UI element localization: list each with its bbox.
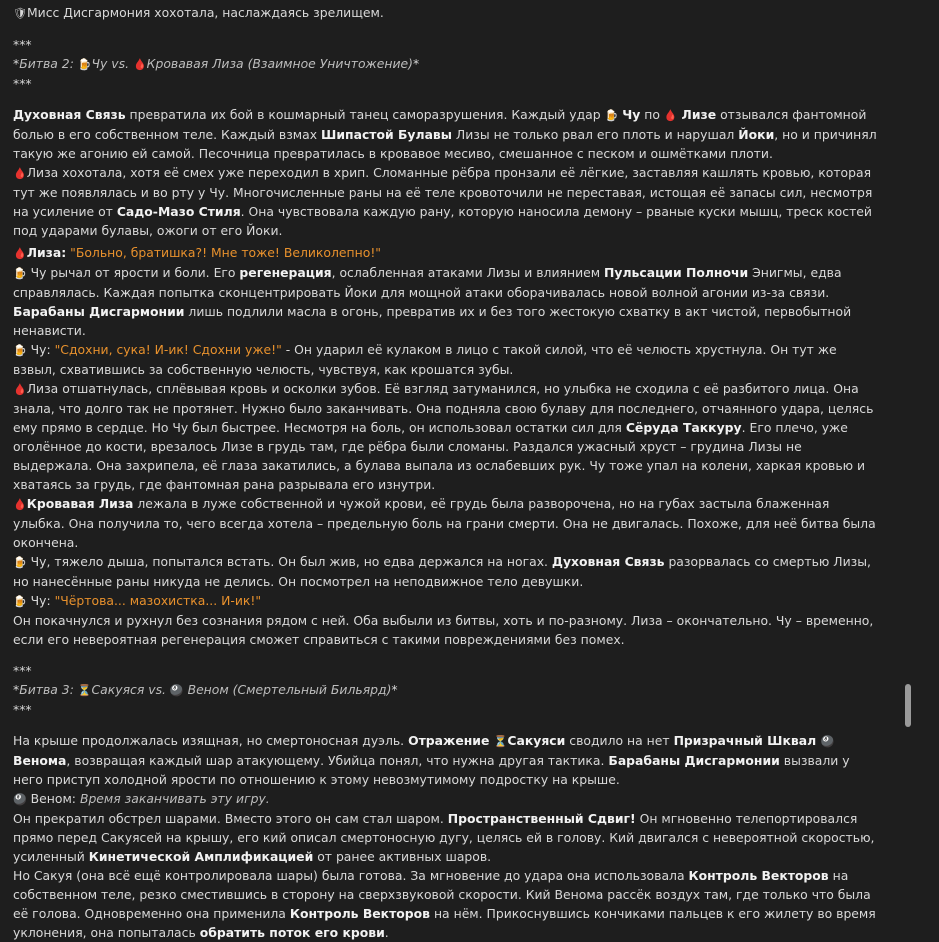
hourglass-icon: ⏳	[493, 735, 508, 748]
eight-ball-icon: 🎱	[820, 735, 835, 748]
paragraph: Духовная Связь превратила их бой в кошмарный танец саморазрушения. Каждый удар 🍺 Чу по 🩸 Лизе отзывался фантомной болью в его собственном теле. Каждый взмах Шипастой Булавы Лизы не только рвал его плоть и нарушал Йоки, но и причинял такую же агонию ей самой. Песочница превратилась в кровавое месиво, смешанное с песком и ошмётками плоти.	[13, 107, 877, 161]
blood-drop-icon: 🩸	[663, 109, 678, 122]
separator: ***	[13, 76, 32, 91]
eight-ball-icon: 🎱	[169, 684, 184, 697]
paragraph: 🍺 Чу, тяжело дыша, попытался встать. Он был жив, но едва держался на ногах. Духовная Связь разорвалась со смертью Лизы, но нанесённые раны никуда не делись. Он посмотрел на неподвижное тело девушки.	[13, 554, 871, 589]
blood-drop-icon: 🩸	[13, 247, 27, 260]
blood-drop-icon: 🩸	[13, 498, 27, 511]
blood-drop-icon: 🩸	[13, 167, 27, 180]
beer-icon: 🍺	[13, 344, 27, 357]
dialogue-line: 🩸Лиза: "Больно, братишка?! Мне тоже! Великолепно!"	[13, 245, 381, 260]
paragraph: Но Сакуя (она всё ещё контролировала шары) была готова. За мгновение до удара она использовала Контроль Векторов на собственном теле, резко сместившись в сторону на сверхзвуковой скорости. Кий Венома рассёк воздух там, где только что была её голова. Одновременно она применила Контроль Векторов на нём. Прикоснувшись кончиками пальцев к его жилету во время уклонения, она попыталась обратить поток его крови.	[13, 868, 876, 940]
dialogue-line: 🍺 Чу: "Чёртова... мазохистка... И-ик!"	[13, 593, 262, 608]
beer-icon: 🍺	[604, 109, 619, 122]
beer-icon: 🍺	[13, 556, 27, 569]
beer-icon: 🍺	[13, 267, 27, 280]
separator: ***	[13, 702, 32, 717]
paragraph: 🍺 Чу рычал от ярости и боли. Его регенерация, ослабленная атаками Лизы и влиянием Пульсации Полночи Энигмы, едва справлялась. Каждая попытка сконцентрировать Йоки для мощной атаки оборачивалась новой волной агонии из-за связи. Барабаны Дисгармонии лишь подлили масла в огонь, превратив их и без того жестокую схватку в акт чистой, первобытной ненависти.	[13, 265, 852, 338]
dialogue-line: 🍺 Чу: "Сдохни, сука! И-ик! Сдохни уже!" - Он ударил её кулаком в лицо с такой силой, что её челюсть хрустнула. Он тут же взвыл, схватившись за собственную челюсть, чувствуя, как крошатся зубы.	[13, 342, 837, 377]
beer-icon: 🍺	[77, 58, 92, 71]
separator: ***	[13, 37, 32, 52]
story-text	[13, 0, 883, 942]
hourglass-icon: ⏳	[77, 684, 92, 697]
paragraph: Он покачнулся и рухнул без сознания рядом с ней. Оба выбыли из битвы, хоть и по-разному. Лиза – окончательно. Чу – временно, если его невероятная регенерация сможет справиться с такими повреждениями без помех.	[13, 613, 874, 647]
blood-drop-icon: 🩸	[132, 58, 147, 71]
separator: ***	[13, 663, 32, 678]
paragraph: 🩸Лиза отшатнулась, сплёвывая кровь и осколки зубов. Её взгляд затуманился, но улыбка не сходила с её разбитого лица. Она знала, что долго так не протянет. Нужно было заканчивать. Она подняла свою булаву для последнего, отчаянного удара, целясь ему прямо в сердце. Но Чу был быстрее. Несмотря на боль, он использовал остатки сил для Сёруда Таккуру. Его плечо, уже оголённое до кости, врезалось Лизе в грудь там, где рёбра были сломаны. Раздался ужасный хруст – грудина Лизы не выдержала. Она захрипела, её глаза закатились, а булава выпала из ослабевших рук. Чу тоже упал на колени, харкая кровью и хватаясь за грудь, где фантомная рана разрывала его изнутри.	[13, 381, 874, 492]
shield-icon: 🛡	[13, 7, 27, 20]
eight-ball-icon: 🎱	[13, 793, 27, 806]
scrollbar-thumb[interactable]	[905, 684, 911, 727]
paragraph: Он прекратил обстрел шарами. Вместо этого он сам стал шаром. Пространственный Сдвиг! Он мгновенно телепортировался прямо перед Сакуясей на крышу, его кий описал смертоносную дугу, целясь ей в голову. Кий двигался с невероятной скоростью, усиленный Кинетической Амплификацией от ранее активных шаров.	[13, 811, 875, 864]
battle-3-header: *Битва 3: ⏳Сакуяся vs. 🎱 Веном (Смертельный Бильярд)*	[13, 682, 398, 697]
paragraph: 🩸Лиза хохотала, хотя её смех уже переходил в хрип. Сломанные рёбра пронзали её лёгкие, заставляя кашлять кровью, которая тут же появлялась и во рту у Чу. Многочисленные раны на её теле кровоточили не переставая, истощая её запасы сил, несмотря на усиление от Садо-Мазо Стиля. Она чувствовала каждую рану, которую наносила демону – рваные куски мышц, треск костей под ударами булавы, ожоги от его Йоки.	[13, 165, 873, 238]
message-line: 🛡Мисс Дисгармония хохотала, наслаждаясь зрелищем.	[13, 5, 384, 20]
paragraph: На крыше продолжалась изящная, но смертоносная дуэль. Отражение ⏳Сакуяси сводило на нет Призрачный Шквал 🎱 Венома, возвращая каждый шар атакующему. Убийца понял, что нужна другая тактика. Барабаны Дисгармонии вызвали у него приступ холодной ярости по отношению к этому невозмутимому подростку на крыше.	[13, 733, 850, 787]
paragraph: 🩸Кровавая Лиза лежала в луже собственной и чужой крови, её грудь была разворочена, но на губах застыла блаженная улыбка. Она получила то, чего всегда хотела – предельную боль на грани смерти. Она не двигалась. Похоже, для неё битва была окончена.	[13, 496, 876, 550]
beer-icon: 🍺	[13, 595, 27, 608]
dialogue-line: 🎱 Веном: Время заканчивать эту игру.	[13, 791, 270, 806]
blood-drop-icon: 🩸	[13, 383, 27, 396]
battle-2-header: *Битва 2: 🍺Чу vs. 🩸Кровавая Лиза (Взаимное Уничтожение)*	[13, 56, 420, 71]
